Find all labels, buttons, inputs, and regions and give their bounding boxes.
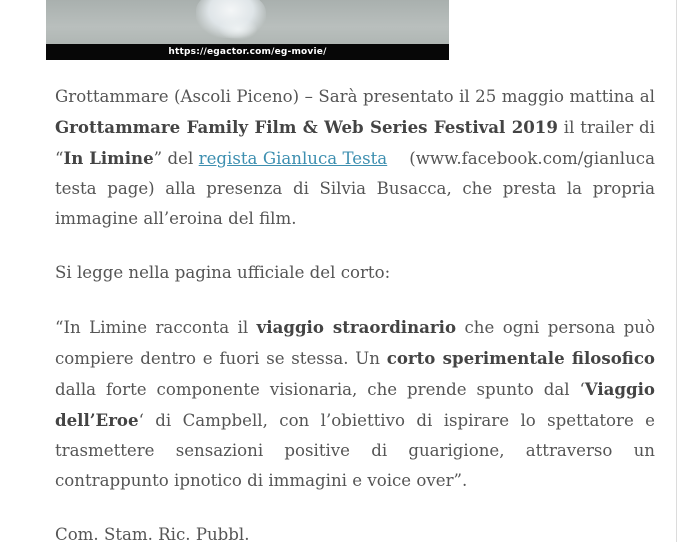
quote-text-3: dalla forte componente visionaria, che prende spunto dal ‘ bbox=[55, 380, 585, 399]
quote-text: “In Limine racconta il bbox=[55, 318, 257, 337]
quote-text-4: ‘ di Campbell, con l’obiettivo di ispirare lo spettatore e trasmettere sensazioni positive di guarigione, attraverso un contrappunto ipnotico di immagini e voice over”. bbox=[55, 411, 655, 490]
quote-bold-short: corto sperimentale filosofico bbox=[386, 348, 655, 368]
director-link[interactable]: regista Gianluca Testa bbox=[198, 149, 388, 168]
intro-text-2: il trailer di “ bbox=[55, 118, 655, 168]
article-image[interactable] bbox=[46, 0, 449, 60]
quote-bold-hero: Viaggio dell’Eroe bbox=[55, 379, 655, 430]
quote-text-2: che ogni persona può compiere dentro e fuori se stessa. Un bbox=[55, 318, 655, 368]
credit-text: Com. Stam. Ric. Pubbl. bbox=[55, 525, 250, 542]
paragraph-intro bbox=[55, 82, 655, 234]
image-caption-url: https://egactor.com/eg-movie/ bbox=[168, 47, 327, 57]
intro-text-3: ” del bbox=[153, 149, 199, 168]
intro-text: Grottammare (Ascoli Piceno) – Sarà presentato il 25 maggio mattina al bbox=[55, 87, 655, 106]
paragraph-quote bbox=[55, 312, 655, 496]
paragraph-credit bbox=[55, 520, 655, 542]
intro-text-4: (www.facebook.com/gianluca testa page) alla presenza di Silvia Busacca, che presta la propria immagine all’eroina del film. bbox=[55, 149, 655, 228]
quote-bold-journey: viaggio straordinario bbox=[256, 317, 457, 337]
film-title: In Limine bbox=[63, 148, 154, 168]
image-figure-detail bbox=[218, 18, 258, 40]
article-body bbox=[55, 82, 655, 542]
festival-name: Grottammare Family Film & Web Series Festival 2019 bbox=[55, 117, 558, 137]
source-text: Si legge nella pagina ufficiale del corto: bbox=[55, 263, 391, 282]
page-right-border bbox=[676, 0, 677, 542]
paragraph-source bbox=[55, 258, 655, 288]
